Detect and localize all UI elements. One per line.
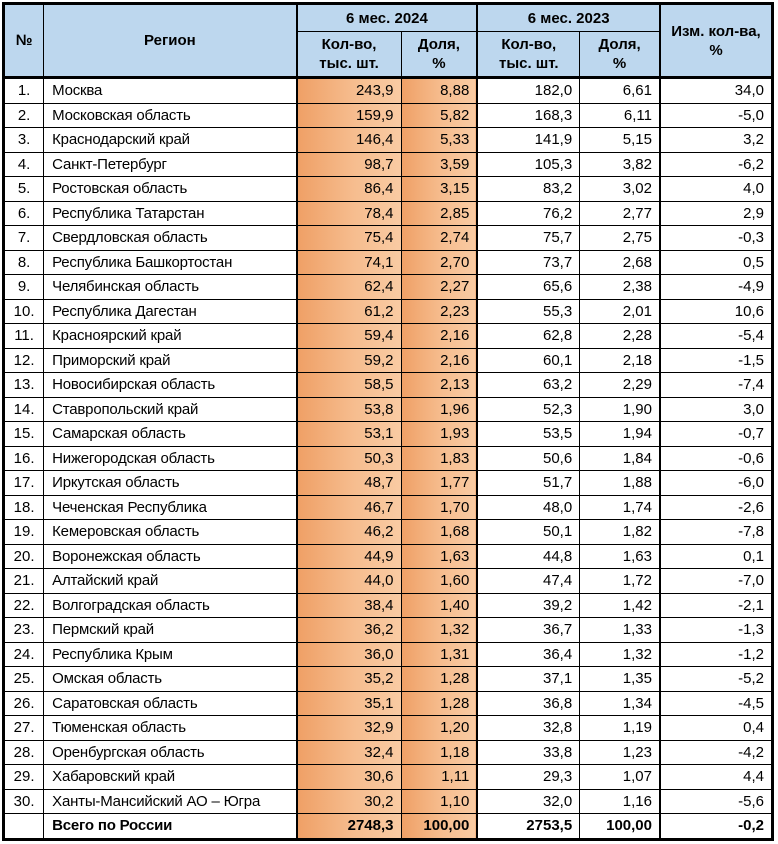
cell-share_2024: 2,85 bbox=[401, 201, 477, 226]
cell-change: -6,2 bbox=[660, 152, 773, 177]
cell-qty_2023: 105,3 bbox=[477, 152, 579, 177]
table-row bbox=[4, 348, 773, 373]
table-row bbox=[4, 618, 773, 643]
cell-change: -0,6 bbox=[660, 446, 773, 471]
cell-qty_2023: 36,4 bbox=[477, 642, 579, 667]
table-row bbox=[4, 569, 773, 594]
regions-table bbox=[2, 2, 774, 841]
cell-num: 27. bbox=[4, 716, 44, 741]
cell-share_2024: 1,31 bbox=[401, 642, 477, 667]
cell-share_2023: 1,82 bbox=[580, 520, 660, 545]
table-row bbox=[4, 691, 773, 716]
cell-change: -4,5 bbox=[660, 691, 773, 716]
cell-region: Тюменская область bbox=[44, 716, 297, 741]
cell-qty_2024: 50,3 bbox=[297, 446, 401, 471]
cell-region: Пермский край bbox=[44, 618, 297, 643]
cell-num: 2. bbox=[4, 103, 44, 128]
cell-qty_2024: 98,7 bbox=[297, 152, 401, 177]
table-row bbox=[4, 373, 773, 398]
cell-share_2023: 1,32 bbox=[580, 642, 660, 667]
cell-qty_2023: 32,8 bbox=[477, 716, 579, 741]
cell-qty_2024: 61,2 bbox=[297, 299, 401, 324]
cell-share_2023: 2,29 bbox=[580, 373, 660, 398]
cell-region: Кемеровская область bbox=[44, 520, 297, 545]
cell-share_2023: 1,23 bbox=[580, 740, 660, 765]
cell-change: -1,3 bbox=[660, 618, 773, 643]
table-row bbox=[4, 152, 773, 177]
cell-num: 19. bbox=[4, 520, 44, 545]
cell-qty_2024: 30,2 bbox=[297, 789, 401, 814]
cell-qty_2023: 36,8 bbox=[477, 691, 579, 716]
table-row bbox=[4, 275, 773, 300]
cell-num: 17. bbox=[4, 471, 44, 496]
table-row bbox=[4, 177, 773, 202]
cell-num: 13. bbox=[4, 373, 44, 398]
cell-change: -0,7 bbox=[660, 422, 773, 447]
cell-num: 8. bbox=[4, 250, 44, 275]
cell-share_2024: 1,32 bbox=[401, 618, 477, 643]
cell-qty_2023: 76,2 bbox=[477, 201, 579, 226]
header-qty-2024-line1: Кол-во, bbox=[321, 36, 377, 53]
cell-region: Всего по России bbox=[44, 814, 297, 840]
cell-share_2023: 1,16 bbox=[580, 789, 660, 814]
cell-region: Красноярский край bbox=[44, 324, 297, 349]
cell-region: Самарская область bbox=[44, 422, 297, 447]
cell-num: 15. bbox=[4, 422, 44, 447]
cell-share_2023: 1,90 bbox=[580, 397, 660, 422]
cell-region: Воронежская область bbox=[44, 544, 297, 569]
cell-share_2024: 1,60 bbox=[401, 569, 477, 594]
cell-qty_2023: 83,2 bbox=[477, 177, 579, 202]
cell-qty_2024: 86,4 bbox=[297, 177, 401, 202]
cell-qty_2024: 146,4 bbox=[297, 128, 401, 153]
table-row bbox=[4, 642, 773, 667]
cell-change: 2,9 bbox=[660, 201, 773, 226]
cell-qty_2024: 58,5 bbox=[297, 373, 401, 398]
cell-qty_2024: 53,8 bbox=[297, 397, 401, 422]
cell-qty_2024: 32,4 bbox=[297, 740, 401, 765]
cell-qty_2023: 47,4 bbox=[477, 569, 579, 594]
cell-share_2024: 1,77 bbox=[401, 471, 477, 496]
cell-qty_2024: 30,6 bbox=[297, 765, 401, 790]
cell-qty_2023: 62,8 bbox=[477, 324, 579, 349]
cell-share_2023: 1,72 bbox=[580, 569, 660, 594]
cell-share_2024: 1,10 bbox=[401, 789, 477, 814]
cell-qty_2024: 35,2 bbox=[297, 667, 401, 692]
cell-share_2024: 1,11 bbox=[401, 765, 477, 790]
table-row bbox=[4, 789, 773, 814]
cell-num: 26. bbox=[4, 691, 44, 716]
header-share-2024-line1: Доля, bbox=[417, 36, 460, 53]
cell-qty_2024: 53,1 bbox=[297, 422, 401, 447]
cell-qty_2023: 50,1 bbox=[477, 520, 579, 545]
header-share-2024-line2: % bbox=[432, 55, 446, 72]
cell-change: -5,2 bbox=[660, 667, 773, 692]
cell-qty_2023: 48,0 bbox=[477, 495, 579, 520]
table-body bbox=[4, 78, 773, 840]
cell-share_2023: 2,68 bbox=[580, 250, 660, 275]
table-header bbox=[4, 4, 773, 78]
cell-num: 1. bbox=[4, 78, 44, 104]
cell-change: 3,2 bbox=[660, 128, 773, 153]
cell-qty_2024: 78,4 bbox=[297, 201, 401, 226]
cell-share_2023: 2,75 bbox=[580, 226, 660, 251]
table-row bbox=[4, 397, 773, 422]
header-change bbox=[660, 4, 773, 78]
cell-qty_2024: 32,9 bbox=[297, 716, 401, 741]
cell-num: 20. bbox=[4, 544, 44, 569]
cell-qty_2023: 55,3 bbox=[477, 299, 579, 324]
header-change-line1: Изм. кол-ва, bbox=[671, 22, 761, 40]
cell-share_2023: 1,74 bbox=[580, 495, 660, 520]
cell-region: Волгоградская область bbox=[44, 593, 297, 618]
table-row bbox=[4, 324, 773, 349]
cell-region: Ставропольский край bbox=[44, 397, 297, 422]
cell-qty_2024: 36,2 bbox=[297, 618, 401, 643]
cell-share_2024: 1,93 bbox=[401, 422, 477, 447]
cell-qty_2024: 2748,3 bbox=[297, 814, 401, 840]
cell-qty_2023: 141,9 bbox=[477, 128, 579, 153]
cell-share_2024: 2,23 bbox=[401, 299, 477, 324]
table-row bbox=[4, 520, 773, 545]
cell-region: Москва bbox=[44, 78, 297, 104]
cell-qty_2023: 32,0 bbox=[477, 789, 579, 814]
cell-num: 23. bbox=[4, 618, 44, 643]
cell-share_2023: 2,28 bbox=[580, 324, 660, 349]
cell-qty_2023: 33,8 bbox=[477, 740, 579, 765]
cell-share_2024: 1,28 bbox=[401, 691, 477, 716]
cell-share_2023: 1,34 bbox=[580, 691, 660, 716]
cell-qty_2023: 52,3 bbox=[477, 397, 579, 422]
cell-region: Омская область bbox=[44, 667, 297, 692]
cell-change: -4,9 bbox=[660, 275, 773, 300]
cell-share_2024: 2,74 bbox=[401, 226, 477, 251]
cell-change: -5,0 bbox=[660, 103, 773, 128]
cell-qty_2024: 74,1 bbox=[297, 250, 401, 275]
table-row bbox=[4, 471, 773, 496]
cell-num bbox=[4, 814, 44, 840]
cell-qty_2023: 50,6 bbox=[477, 446, 579, 471]
cell-num: 10. bbox=[4, 299, 44, 324]
cell-num: 21. bbox=[4, 569, 44, 594]
cell-num: 9. bbox=[4, 275, 44, 300]
cell-qty_2023: 36,7 bbox=[477, 618, 579, 643]
cell-share_2024: 100,00 bbox=[401, 814, 477, 840]
cell-qty_2024: 44,0 bbox=[297, 569, 401, 594]
cell-share_2023: 6,11 bbox=[580, 103, 660, 128]
cell-qty_2023: 60,1 bbox=[477, 348, 579, 373]
cell-share_2024: 1,83 bbox=[401, 446, 477, 471]
cell-qty_2023: 44,8 bbox=[477, 544, 579, 569]
cell-share_2024: 1,18 bbox=[401, 740, 477, 765]
table-row bbox=[4, 593, 773, 618]
header-qty-2023-line1: Кол-во, bbox=[501, 36, 557, 53]
cell-qty_2024: 62,4 bbox=[297, 275, 401, 300]
cell-qty_2023: 73,7 bbox=[477, 250, 579, 275]
header-share-2024 bbox=[401, 32, 477, 78]
cell-num: 30. bbox=[4, 789, 44, 814]
cell-share_2023: 1,42 bbox=[580, 593, 660, 618]
cell-change: -2,6 bbox=[660, 495, 773, 520]
cell-region: Алтайский край bbox=[44, 569, 297, 594]
cell-share_2024: 3,15 bbox=[401, 177, 477, 202]
cell-share_2024: 3,59 bbox=[401, 152, 477, 177]
header-num: № bbox=[4, 4, 44, 78]
header-region: Регион bbox=[44, 4, 297, 78]
cell-region: Приморский край bbox=[44, 348, 297, 373]
cell-share_2024: 1,20 bbox=[401, 716, 477, 741]
cell-share_2024: 2,13 bbox=[401, 373, 477, 398]
table-row bbox=[4, 226, 773, 251]
cell-qty_2023: 2753,5 bbox=[477, 814, 579, 840]
cell-qty_2023: 39,2 bbox=[477, 593, 579, 618]
table-row bbox=[4, 740, 773, 765]
cell-num: 28. bbox=[4, 740, 44, 765]
cell-qty_2023: 51,7 bbox=[477, 471, 579, 496]
cell-share_2024: 8,88 bbox=[401, 78, 477, 104]
table-row bbox=[4, 446, 773, 471]
cell-region: Саратовская область bbox=[44, 691, 297, 716]
header-qty-2023-line2: тыс. шт. bbox=[498, 55, 559, 72]
cell-share_2024: 1,70 bbox=[401, 495, 477, 520]
table-row bbox=[4, 765, 773, 790]
cell-qty_2024: 36,0 bbox=[297, 642, 401, 667]
cell-qty_2023: 63,2 bbox=[477, 373, 579, 398]
cell-change: 0,1 bbox=[660, 544, 773, 569]
header-group-2023: 6 мес. 2023 bbox=[477, 4, 660, 32]
table-row bbox=[4, 495, 773, 520]
cell-qty_2023: 168,3 bbox=[477, 103, 579, 128]
cell-change: -5,6 bbox=[660, 789, 773, 814]
cell-num: 3. bbox=[4, 128, 44, 153]
cell-share_2024: 1,40 bbox=[401, 593, 477, 618]
cell-share_2023: 1,35 bbox=[580, 667, 660, 692]
cell-share_2024: 5,82 bbox=[401, 103, 477, 128]
cell-qty_2023: 37,1 bbox=[477, 667, 579, 692]
cell-region: Оренбургская область bbox=[44, 740, 297, 765]
cell-share_2023: 3,82 bbox=[580, 152, 660, 177]
cell-change: 34,0 bbox=[660, 78, 773, 104]
cell-qty_2024: 243,9 bbox=[297, 78, 401, 104]
cell-region: Хабаровский край bbox=[44, 765, 297, 790]
cell-region: Чеченская Республика bbox=[44, 495, 297, 520]
cell-num: 7. bbox=[4, 226, 44, 251]
cell-share_2024: 1,96 bbox=[401, 397, 477, 422]
cell-share_2023: 2,01 bbox=[580, 299, 660, 324]
cell-change: 4,4 bbox=[660, 765, 773, 790]
cell-share_2023: 2,18 bbox=[580, 348, 660, 373]
cell-qty_2023: 182,0 bbox=[477, 78, 579, 104]
cell-share_2023: 1,07 bbox=[580, 765, 660, 790]
cell-qty_2024: 44,9 bbox=[297, 544, 401, 569]
header-share-2023-line2: % bbox=[612, 55, 627, 72]
cell-num: 14. bbox=[4, 397, 44, 422]
cell-region: Свердловская область bbox=[44, 226, 297, 251]
cell-region: Республика Башкортостан bbox=[44, 250, 297, 275]
cell-share_2024: 1,28 bbox=[401, 667, 477, 692]
cell-share_2023: 1,94 bbox=[580, 422, 660, 447]
cell-region: Краснодарский край bbox=[44, 128, 297, 153]
cell-qty_2023: 29,3 bbox=[477, 765, 579, 790]
table-row bbox=[4, 250, 773, 275]
header-change-line2: % bbox=[709, 41, 723, 59]
cell-change: -2,1 bbox=[660, 593, 773, 618]
cell-change: 4,0 bbox=[660, 177, 773, 202]
table-row bbox=[4, 544, 773, 569]
cell-share_2024: 1,63 bbox=[401, 544, 477, 569]
header-share-2023-line1: Доля, bbox=[598, 36, 641, 53]
cell-change: -6,0 bbox=[660, 471, 773, 496]
cell-qty_2024: 46,7 bbox=[297, 495, 401, 520]
cell-num: 25. bbox=[4, 667, 44, 692]
cell-qty_2024: 59,4 bbox=[297, 324, 401, 349]
cell-region: Республика Татарстан bbox=[44, 201, 297, 226]
cell-change: -7,4 bbox=[660, 373, 773, 398]
cell-share_2023: 3,02 bbox=[580, 177, 660, 202]
cell-region: Санкт-Петербург bbox=[44, 152, 297, 177]
cell-region: Ростовская область bbox=[44, 177, 297, 202]
cell-num: 16. bbox=[4, 446, 44, 471]
cell-change: -1,5 bbox=[660, 348, 773, 373]
cell-num: 24. bbox=[4, 642, 44, 667]
cell-qty_2024: 159,9 bbox=[297, 103, 401, 128]
cell-num: 5. bbox=[4, 177, 44, 202]
cell-num: 18. bbox=[4, 495, 44, 520]
cell-change: -1,2 bbox=[660, 642, 773, 667]
table-row bbox=[4, 78, 773, 104]
cell-qty_2024: 59,2 bbox=[297, 348, 401, 373]
header-qty-2024-line2: тыс. шт. bbox=[319, 55, 379, 72]
cell-change: -0,2 bbox=[660, 814, 773, 840]
cell-change: -7,8 bbox=[660, 520, 773, 545]
total-row bbox=[4, 814, 773, 840]
table-row bbox=[4, 201, 773, 226]
cell-change: -0,3 bbox=[660, 226, 773, 251]
cell-share_2024: 5,33 bbox=[401, 128, 477, 153]
cell-num: 6. bbox=[4, 201, 44, 226]
cell-region: Челябинская область bbox=[44, 275, 297, 300]
cell-region: Нижегородская область bbox=[44, 446, 297, 471]
cell-change: 0,4 bbox=[660, 716, 773, 741]
header-share-2023 bbox=[580, 32, 660, 78]
cell-change: 3,0 bbox=[660, 397, 773, 422]
table-row bbox=[4, 128, 773, 153]
cell-qty_2023: 53,5 bbox=[477, 422, 579, 447]
cell-share_2023: 6,61 bbox=[580, 78, 660, 104]
cell-region: Республика Крым bbox=[44, 642, 297, 667]
table-row bbox=[4, 716, 773, 741]
header-group-2024: 6 мес. 2024 bbox=[297, 4, 478, 32]
cell-num: 4. bbox=[4, 152, 44, 177]
cell-num: 11. bbox=[4, 324, 44, 349]
cell-share_2023: 2,77 bbox=[580, 201, 660, 226]
cell-num: 29. bbox=[4, 765, 44, 790]
cell-share_2024: 2,16 bbox=[401, 324, 477, 349]
cell-share_2023: 5,15 bbox=[580, 128, 660, 153]
table-row bbox=[4, 667, 773, 692]
cell-region: Иркутская область bbox=[44, 471, 297, 496]
cell-qty_2024: 38,4 bbox=[297, 593, 401, 618]
cell-share_2024: 2,70 bbox=[401, 250, 477, 275]
cell-change: -5,4 bbox=[660, 324, 773, 349]
cell-change: 0,5 bbox=[660, 250, 773, 275]
cell-qty_2024: 46,2 bbox=[297, 520, 401, 545]
cell-share_2024: 1,68 bbox=[401, 520, 477, 545]
cell-share_2023: 1,33 bbox=[580, 618, 660, 643]
cell-region: Республика Дагестан bbox=[44, 299, 297, 324]
table-row bbox=[4, 299, 773, 324]
cell-num: 12. bbox=[4, 348, 44, 373]
cell-share_2023: 1,88 bbox=[580, 471, 660, 496]
cell-qty_2023: 75,7 bbox=[477, 226, 579, 251]
cell-share_2023: 1,84 bbox=[580, 446, 660, 471]
cell-qty_2023: 65,6 bbox=[477, 275, 579, 300]
cell-num: 22. bbox=[4, 593, 44, 618]
cell-share_2023: 1,19 bbox=[580, 716, 660, 741]
cell-change: -7,0 bbox=[660, 569, 773, 594]
header-qty-2024 bbox=[297, 32, 401, 78]
cell-share_2023: 2,38 bbox=[580, 275, 660, 300]
cell-share_2023: 1,63 bbox=[580, 544, 660, 569]
cell-share_2024: 2,27 bbox=[401, 275, 477, 300]
table-row bbox=[4, 103, 773, 128]
header-qty-2023 bbox=[477, 32, 579, 78]
cell-region: Московская область bbox=[44, 103, 297, 128]
cell-region: Новосибирская область bbox=[44, 373, 297, 398]
cell-region: Ханты-Мансийский АО – Югра bbox=[44, 789, 297, 814]
cell-share_2023: 100,00 bbox=[580, 814, 660, 840]
table-row bbox=[4, 422, 773, 447]
cell-qty_2024: 75,4 bbox=[297, 226, 401, 251]
cell-share_2024: 2,16 bbox=[401, 348, 477, 373]
cell-qty_2024: 35,1 bbox=[297, 691, 401, 716]
cell-qty_2024: 48,7 bbox=[297, 471, 401, 496]
cell-change: 10,6 bbox=[660, 299, 773, 324]
cell-change: -4,2 bbox=[660, 740, 773, 765]
